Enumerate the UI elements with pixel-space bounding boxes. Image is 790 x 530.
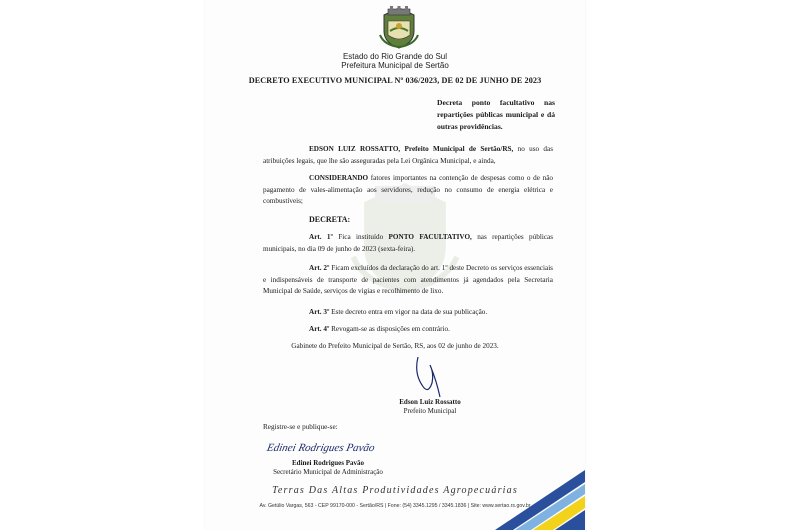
decreta-heading: DECRETA: (309, 215, 351, 224)
preamble-paragraph (263, 144, 553, 167)
article-1-bold: PONTO FACULTATIVO, (388, 233, 472, 241)
article-2-label: Art. 2º (309, 264, 330, 272)
document-page (205, 0, 585, 530)
mayor-handwritten-signature (410, 355, 450, 400)
preamble-text: no uso das atribuições legais, que lhe são asseguradas pela Lei Orgânica Municipal, e ainda, (263, 145, 553, 165)
decorative-stripes (495, 460, 585, 530)
article-2 (263, 263, 553, 298)
article-3 (263, 307, 553, 319)
considerando-text: fatores importantes na contenção de despesas como o de não pagamento de vales-alimentação aos servidores, redução no consumo de energia elétrica e combustíveis; (263, 174, 553, 205)
article-2-text: Ficam excluídos da declaração do art. 1º deste Decreto os serviços essenciais e indispensáveis de transporte de pacientes com atendimentos já agendados pela Secretaria Municipal de Saúde, serviços de vigias e recolhimento de lixo. (263, 264, 553, 295)
footer-address: Av. Getúlio Vargas, 563 - CEP 99170-000 - Sertão/RS | Fone: (54) 3345.1295 / 3345.1836 | Site: www.sertao.rs.gov.br (259, 503, 531, 509)
article-1 (263, 232, 553, 255)
decree-title: DECRETO EXECUTIVO MUNICIPAL Nº 036/2023, DE 02 DE JUNHO DE 2023 (248, 76, 542, 85)
mayor-signature-block (375, 398, 485, 416)
registre-line: Registre-se e publique-se: (263, 423, 338, 431)
municipal-coat-of-arms-icon (378, 5, 420, 49)
article-4-label: Art. 4º (309, 325, 330, 333)
header-prefeitura: Prefeitura Municipal de Sertão (341, 61, 449, 70)
article-1-label: Art. 1º (309, 233, 333, 241)
article-1-text-b: nas repartições públicas municipais, no dia 09 de junho de 2023 (sexta-feira). (263, 233, 553, 253)
secretary-handwritten-signature: Edinei Rodrigues Pavão (265, 442, 376, 454)
article-3-label: Art. 3º (309, 308, 330, 316)
article-1-text-a: Fica instituído (332, 233, 389, 241)
considerando-paragraph (263, 173, 553, 208)
municipal-motto: Terras Das Altas Produtividades Agropecuárias (272, 485, 518, 496)
secretary-role: Secretário Municipal de Administração (273, 468, 383, 476)
mayor-role: Prefeito Municipal (403, 407, 457, 415)
secretary-name: Edinei Rodrigues Pavão (292, 459, 364, 467)
mayor-name: Edson Luiz Rossatto (399, 398, 461, 406)
closing-line: Gabinete do Prefeito Municipal de Sertão, RS, aos 02 de junho de 2023. (291, 342, 499, 350)
preamble-name: EDSON LUIZ ROSSATTO, Prefeito Municipal de Sertão/RS, (309, 145, 514, 153)
considerando-label: CONSIDERANDO (309, 174, 369, 182)
header-state: Estado do Rio Grande do Sul (342, 52, 448, 61)
decree-summary: Decreta ponto facultativo nas repartições públicas municipal e dá outras providências. (437, 98, 555, 131)
secretary-signature-block (263, 459, 393, 477)
article-3-text: Este decreto entra em vigor na data de sua publicação. (329, 308, 488, 316)
article-4 (263, 324, 553, 336)
article-4-text: Revogam-se as disposições em contrário. (329, 325, 450, 333)
